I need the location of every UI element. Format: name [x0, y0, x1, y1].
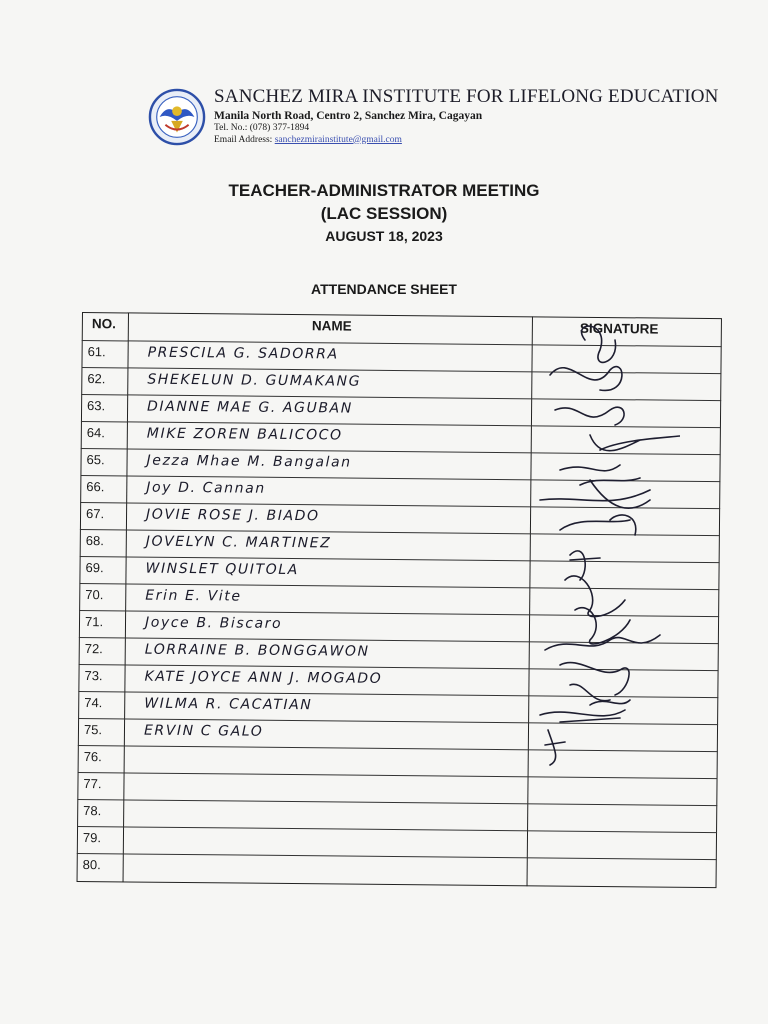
- attendee-name: JOVELYN C. MARTINEZ: [145, 533, 332, 552]
- row-number: 70.: [85, 587, 104, 603]
- school-telephone: Tel. No.: (078) 377-1894: [214, 123, 310, 133]
- header-no: NO.: [91, 316, 116, 332]
- school-email-line: [214, 135, 719, 147]
- row-number: 76.: [83, 749, 102, 765]
- row-number: 67.: [85, 506, 105, 522]
- row-number: 65.: [86, 452, 105, 468]
- row-number: 62.: [87, 371, 106, 387]
- attendee-name: WINSLET QUITOLA: [145, 560, 299, 579]
- header-name: NAME: [311, 318, 352, 334]
- attendee-name: JOVIE ROSE J. BIADO: [145, 506, 320, 525]
- row-number: 71.: [84, 614, 104, 630]
- meeting-date: AUGUST 18, 2023: [325, 228, 443, 244]
- school-logo: [148, 88, 206, 146]
- row-number: 79.: [82, 830, 102, 846]
- header-signature: SIGNATURE: [579, 320, 659, 337]
- attendee-name: LORRAINE B. BONGGAWON: [144, 641, 370, 660]
- letterhead: [148, 86, 728, 156]
- signatures-scribbles: [530, 310, 680, 770]
- attendee-name: KATE JOYCE ANN J. MOGADO: [144, 668, 383, 687]
- email-link[interactable]: sanchezmirainstitute@gmail.com: [274, 134, 402, 145]
- row-number: 77.: [83, 776, 102, 792]
- attendee-name: Erin E. Vite: [145, 587, 242, 605]
- row-number: 69.: [85, 560, 104, 576]
- meeting-title: TEACHER-ADMINISTRATOR MEETING: [228, 181, 540, 200]
- attendee-name: Joyce B. Biscaro: [144, 614, 283, 632]
- attendee-name: PRESCILA G. SADORRA: [147, 344, 339, 363]
- row-number: 78.: [83, 803, 102, 819]
- row-number: 73.: [84, 668, 103, 684]
- session-title: (LAC SESSION): [320, 204, 448, 223]
- row-number: 68.: [85, 533, 104, 549]
- row-number: 72.: [84, 641, 103, 657]
- row-number: 66.: [86, 479, 105, 495]
- row-number: 64.: [86, 425, 105, 441]
- row-number: 75.: [83, 722, 103, 738]
- row-number: 80.: [82, 857, 101, 873]
- row-number: 74.: [84, 695, 103, 711]
- school-name: SANCHEZ MIRA INSTITUTE FOR LIFELONG EDUCATION: [214, 86, 719, 107]
- sheet-title: ATTENDANCE SHEET: [311, 281, 457, 297]
- row-number: 63.: [87, 398, 106, 414]
- row-number: 61.: [87, 344, 106, 360]
- school-address: Manila North Road, Centro 2, Sanchez Mira, Cagayan: [214, 110, 483, 122]
- attendee-name: WILMA R. CACATIAN: [144, 695, 313, 714]
- attendee-name: SHEKELUN D. GUMAKANG: [147, 371, 362, 390]
- attendee-name: MIKE ZOREN BALICOCO: [146, 425, 343, 444]
- attendee-name: Jezza Mhae M. Bangalan: [146, 452, 352, 471]
- email-label: Email Address:: [214, 134, 275, 145]
- attendee-name: ERVIN C GALO: [143, 722, 264, 740]
- attendee-name: DIANNE MAE G. AGUBAN: [147, 398, 353, 417]
- attendee-name: Joy D. Cannan: [146, 479, 266, 497]
